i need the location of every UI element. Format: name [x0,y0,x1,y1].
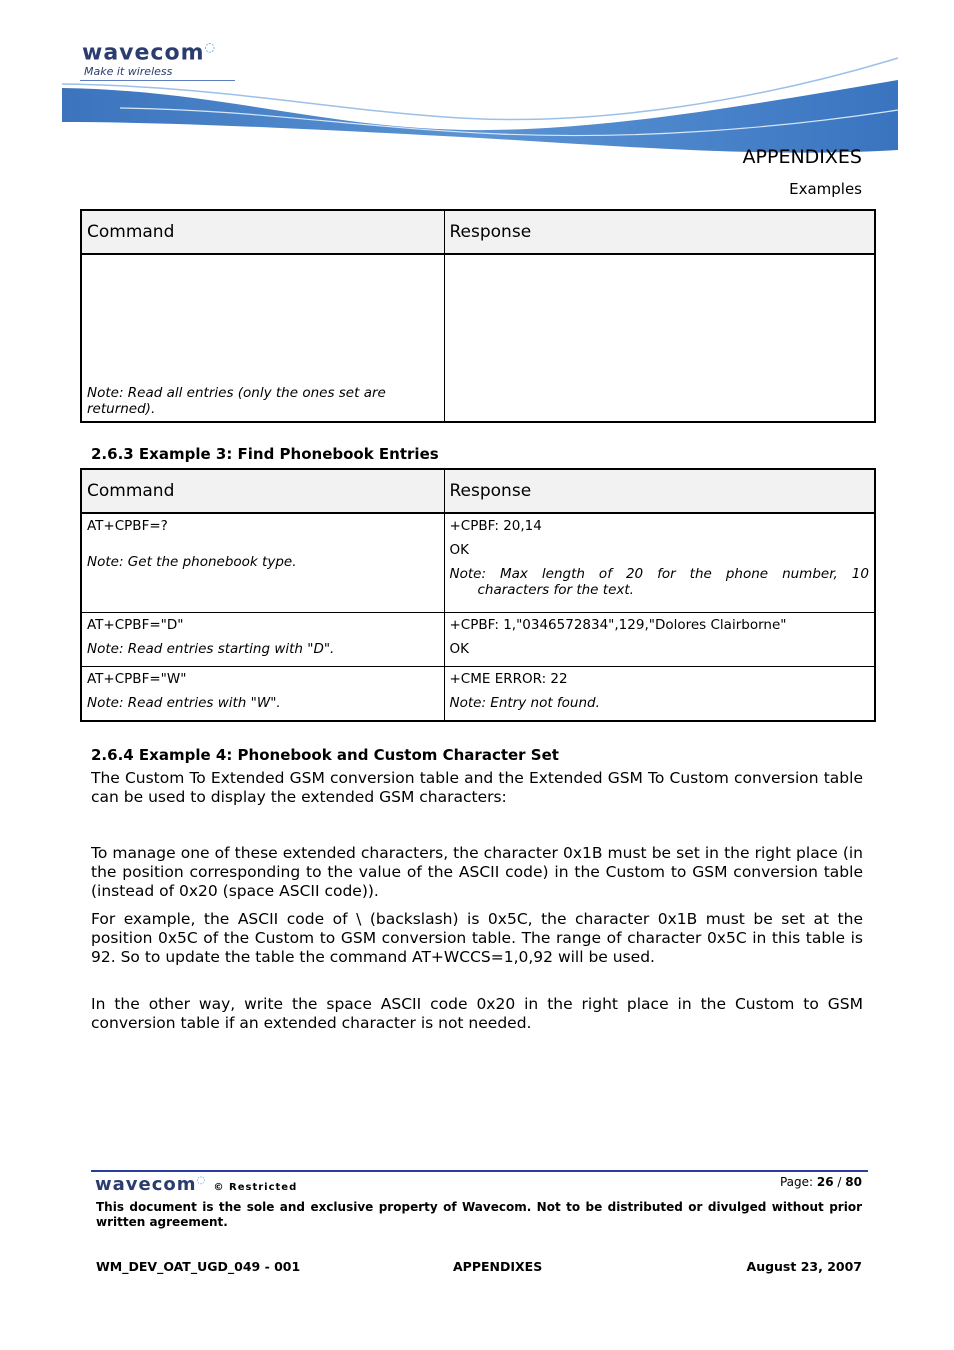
page-number: Page: 26 / 80 [779,1175,862,1189]
legal-notice: This document is the sole and exclusive property of Wavecom. Not to be distributed or divulged without prior written agreement. [96,1200,862,1229]
cell-note: Note: Get the phonebook type. [87,554,297,570]
cell-note: Note: Read entries starting with "D". [87,640,335,657]
table-row [81,612,875,666]
table-cell [444,666,875,721]
col-header-response: Response [444,469,875,513]
section-heading: 2.6.4 Example 4: Phonebook and Custom Character Set [91,746,559,764]
cell-note: Note: Max length of 20 for the phone number, 10 [449,566,869,582]
header-wave-graphic [0,50,954,160]
table-cell [81,513,444,612]
paragraph: The Custom To Extended GSM conversion table and the Extended GSM To Custom conversion table can be used to display the extended GSM characters: [91,769,863,806]
table-find-entries [80,468,876,722]
doc-date: August 23, 2007 [746,1259,862,1274]
table-cell [444,612,875,666]
footer-rule [91,1170,868,1172]
col-header-command: Command [81,469,444,513]
section-title: APPENDIXES [742,146,862,168]
footer-logo: wavecom◌ © Restricted [95,1174,298,1195]
table-cell [444,513,875,612]
cell-note: Note: Read all entries (only the ones set are returned). [87,385,386,417]
response-ok: OK [449,640,469,657]
paragraph: In the other way, write the space ASCII code 0x20 in the right place in the Custom to GSM conversion table if an extended character is not needed. [91,995,863,1032]
cell-note: Note: Entry not found. [449,694,600,711]
table-read-entries [80,209,876,423]
response-text: +CPBF: 20,14 [449,518,542,534]
restricted-label: © Restricted [213,1182,298,1193]
doc-reference: WM_DEV_OAT_UGD_049 - 001 [96,1259,301,1274]
section-heading: 2.6.3 Example 3: Find Phonebook Entries [91,445,439,463]
cell-note-continued: characters for the text. [477,582,634,598]
wavecom-logo: wavecom◌ [82,40,216,66]
command-text: AT+CPBF="W" [87,670,187,687]
response-text: +CME ERROR: 22 [449,670,568,687]
table-row [81,666,875,721]
subsection-title: Examples [789,180,862,198]
table-row [81,513,875,612]
command-text: AT+CPBF="D" [87,616,184,633]
cell-note: Note: Read entries with "W". [87,694,281,711]
logo-swirl-icon: ◌ [196,1175,207,1186]
table-cell [81,612,444,666]
col-header-response: Response [444,210,875,254]
logo-tagline: Make it wireless [84,65,173,78]
doc-section: APPENDIXES [453,1259,543,1274]
response-text: +CPBF: 1,"0346572834",129,"Dolores Clairborne" [449,616,787,633]
response-ok: OK [449,542,469,558]
table-cell [81,666,444,721]
col-header-command: Command [81,210,444,254]
command-text: AT+CPBF=? [87,518,168,534]
paragraph: To manage one of these extended characters, the character 0x1B must be set in the right place (in the position corresponding to the value of the ASCII code) in the Custom to GSM conversion table (instead of 0x20 (space ASCII code)). [91,844,863,900]
table-cell [444,254,875,422]
paragraph: For example, the ASCII code of \ (backslash) is 0x5C, the character 0x1B must be set at the position 0x5C of the Custom to GSM conversion table. The range of character 0x5C in this table is 92. So to update the table the command AT+WCCS=1,0,92 will be used. [91,910,863,966]
table-cell [81,254,444,422]
logo-swirl-icon: ◌ [204,40,216,54]
